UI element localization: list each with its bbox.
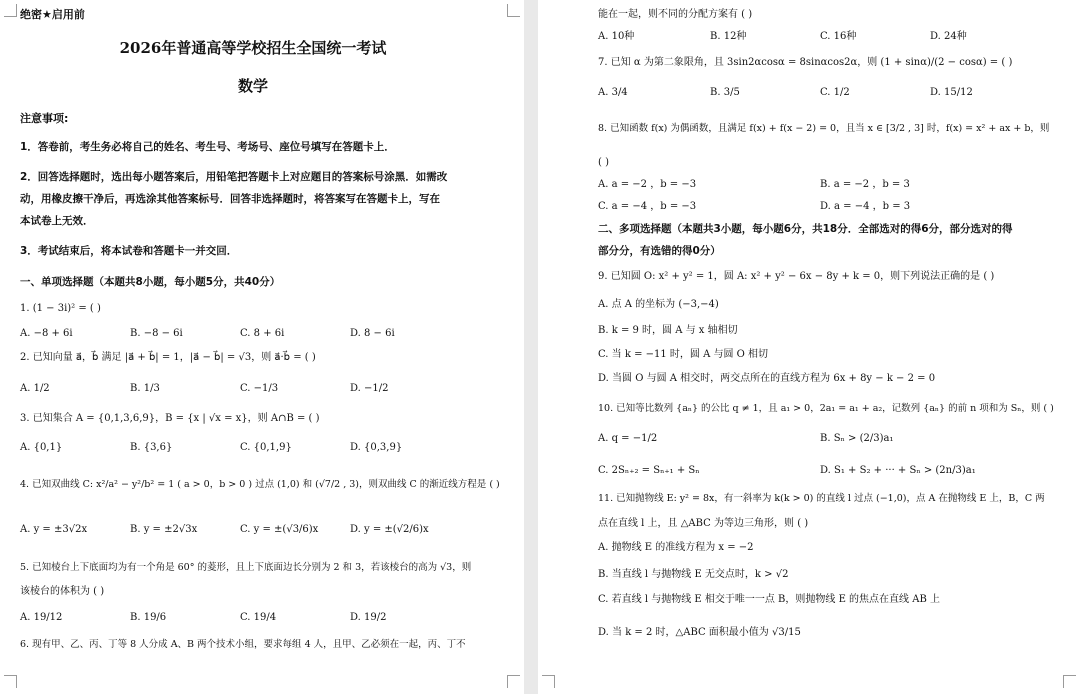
notice-item-2-cont: 动，用橡皮擦干净后，再选涂其他答案标号．回答非选择题时，将答案写在答题卡上，写在 — [20, 193, 440, 205]
page-corner-mark — [4, 4, 17, 17]
option-b: B. −8 − 6i — [130, 328, 183, 339]
option-b: B. 当直线 l 与抛物线 E 无交点时，k > √2 — [598, 569, 789, 580]
option-d: D. 24种 — [930, 31, 967, 42]
option-a: A. 点 A 的坐标为 (−3,−4) — [598, 299, 719, 310]
section-heading-multi-choice-cont: 部分分，有选错的得0分） — [598, 245, 721, 257]
option-d: D. 当圆 O 与圆 A 相交时，两交点所在的直线方程为 6x + 8y − k − 2 = 0 — [598, 373, 936, 384]
page-corner-mark — [4, 675, 17, 688]
option-b: B. 1/3 — [130, 383, 160, 394]
page-corner-mark — [507, 4, 520, 17]
option-c: C. a = −4 ，b = −3 — [598, 201, 697, 212]
option-b: B. k = 9 时，圆 A 与 x 轴相切 — [598, 325, 738, 336]
question-5-cont: 该棱台的体积为 ( ) — [20, 586, 105, 597]
option-c: C. −1/3 — [240, 383, 279, 394]
option-c: C. y = ±(√3/6)x — [240, 524, 319, 535]
option-d: D. 8 − 6i — [350, 328, 395, 339]
question-1: 1. (1 − 3i)² = ( ) — [20, 303, 101, 314]
question-7: 7. 已知 α 为第二象限角，且 3sin2αcosα = 8sinαcos2α，则 (1 + sinα)/(2 − cosα) = ( ) — [598, 57, 1013, 68]
option-a: A. 3/4 — [598, 87, 628, 98]
exam-title: 2026年普通高等学校招生全国统一考试 — [119, 39, 387, 57]
option-c: C. 2Sₙ₊₂ = Sₙ₊₁ + Sₙ — [598, 465, 700, 476]
option-d: D. 19/2 — [350, 612, 387, 623]
option-c: C. 8 + 6i — [240, 328, 285, 339]
question-6: 6. 现有甲、乙、丙、丁等 8 人分成 A、B 两个技术小组，要求每组 4 人，且甲、乙必须在一起，丙、丁不 — [20, 639, 466, 650]
option-b: B. {3,6} — [130, 442, 173, 453]
option-c: C. 当 k = −11 时，圆 A 与圆 O 相切 — [598, 349, 769, 360]
option-d: D. a = −4 ，b = 3 — [820, 201, 911, 212]
confidential-mark: 绝密★启用前 — [20, 8, 85, 21]
option-b: B. 3/5 — [710, 87, 740, 98]
option-a: A. 19/12 — [20, 612, 63, 623]
notice-item-2: 2．回答选择题时，选出每小题答案后，用铅笔把答题卡上对应题目的答案标号涂黑．如需改 — [20, 171, 448, 183]
option-d: D. 当 k = 2 时，△ABC 面积最小值为 √3/15 — [598, 627, 801, 638]
option-d: D. {0,3,9} — [350, 442, 403, 453]
question-10: 10. 已知等比数列 {aₙ} 的公比 q ≠ 1，且 a₁ > 0，2a₁ = a₁ + a₂，记数列 {aₙ} 的前 n 项和为 Sₙ，则 ( ) — [598, 403, 1054, 414]
section-heading-single-choice: 一、单项选择题（本题共8小题，每小题5分，共40分） — [20, 276, 281, 288]
page-corner-mark — [542, 675, 555, 688]
option-c: C. 若直线 l 与抛物线 E 相交于唯一一点 B，则抛物线 E 的焦点在直线 AB 上 — [598, 594, 940, 605]
option-d: D. −1/2 — [350, 383, 389, 394]
option-b: B. y = ±2√3x — [130, 524, 198, 535]
notice-item-3: 3．考试结束后，将本试卷和答题卡一并交回． — [20, 245, 238, 257]
question-8-cont: ( ) — [598, 157, 609, 168]
notice-item-2-cont: 本试卷上无效． — [20, 215, 94, 227]
option-d: D. S₁ + S₂ + ··· + Sₙ > (2n/3)a₁ — [820, 465, 976, 476]
option-c: C. 19/4 — [240, 612, 277, 623]
option-a: A. 抛物线 E 的准线方程为 x = −2 — [598, 542, 754, 553]
option-a: A. 1/2 — [20, 383, 50, 394]
subject-title: 数学 — [237, 77, 268, 95]
option-a: A. q = −1/2 — [598, 433, 658, 444]
question-6-cont: 能在一起，则不同的分配方案有 ( ) — [598, 9, 753, 20]
page-corner-mark — [1063, 675, 1076, 688]
question-11: 11. 已知抛物线 E: y² = 8x，有一斜率为 k(k > 0) 的直线 l 过点 (−1,0)，点 A 在抛物线 E 上，B，C 两 — [598, 493, 1045, 504]
question-8: 8. 已知函数 f(x) 为偶函数，且满足 f(x) + f(x − 2) = 0，且当 x ∈ [3/2 , 3] 时，f(x) = x² + ax + b，则 — [598, 123, 1050, 134]
section-heading-multi-choice: 二、多项选择题（本题共3小题，每小题6分，共18分．全部选对的得6分，部分选对的得 — [598, 223, 1013, 235]
question-11-cont: 点在直线 l 上，且 △ABC 为等边三角形，则 ( ) — [598, 518, 809, 529]
question-4: 4. 已知双曲线 C: x²/a² − y²/b² = 1 ( a > 0，b > 0 ) 过点 (1,0) 和 (√7/2 , 3)，则双曲线 C 的渐近线方程是 ( ) — [20, 479, 500, 490]
option-a: A. 10种 — [598, 31, 635, 42]
option-c: C. 1/2 — [820, 87, 850, 98]
option-b: B. 12种 — [710, 31, 747, 42]
option-b: B. Sₙ > (2/3)a₁ — [820, 433, 894, 444]
page-corner-mark — [507, 675, 520, 688]
option-a: A. y = ±3√2x — [20, 524, 88, 535]
notice-heading: 注意事项: — [20, 112, 69, 125]
option-c: C. {0,1,9} — [240, 442, 292, 453]
question-3: 3. 已知集合 A = {0,1,3,6,9}，B = {x | √x = x}，则 A∩B = ( ) — [20, 413, 320, 424]
question-9: 9. 已知圆 O: x² + y² = 1，圆 A: x² + y² − 6x − 8y + k = 0，则下列说法正确的是 ( ) — [598, 271, 995, 282]
question-5: 5. 已知棱台上下底面均为有一个角是 60° 的菱形，且上下底面边长分别为 2 和 3，若该棱台的高为 √3，则 — [20, 562, 472, 573]
option-b: B. a = −2 ，b = 3 — [820, 179, 910, 190]
option-a: A. a = −2 ，b = −3 — [598, 179, 697, 190]
exam-page-left — [0, 0, 524, 694]
option-c: C. 16种 — [820, 31, 857, 42]
option-d: D. 15/12 — [930, 87, 973, 98]
option-d: D. y = ±(√2/6)x — [350, 524, 429, 535]
option-a: A. {0,1} — [20, 442, 63, 453]
notice-item-1: 1．答卷前，考生务必将自己的姓名、考生号、考场号、座位号填写在答题卡上． — [20, 141, 395, 153]
option-b: B. 19/6 — [130, 612, 167, 623]
exam-page-right — [538, 0, 1080, 694]
question-2: 2. 已知向量 a⃗，b⃗ 满足 |a⃗ + b⃗| = 1，|a⃗ − b⃗| = √3，则 a⃗·b⃗ = ( ) — [20, 352, 316, 363]
option-a: A. −8 + 6i — [20, 328, 73, 339]
